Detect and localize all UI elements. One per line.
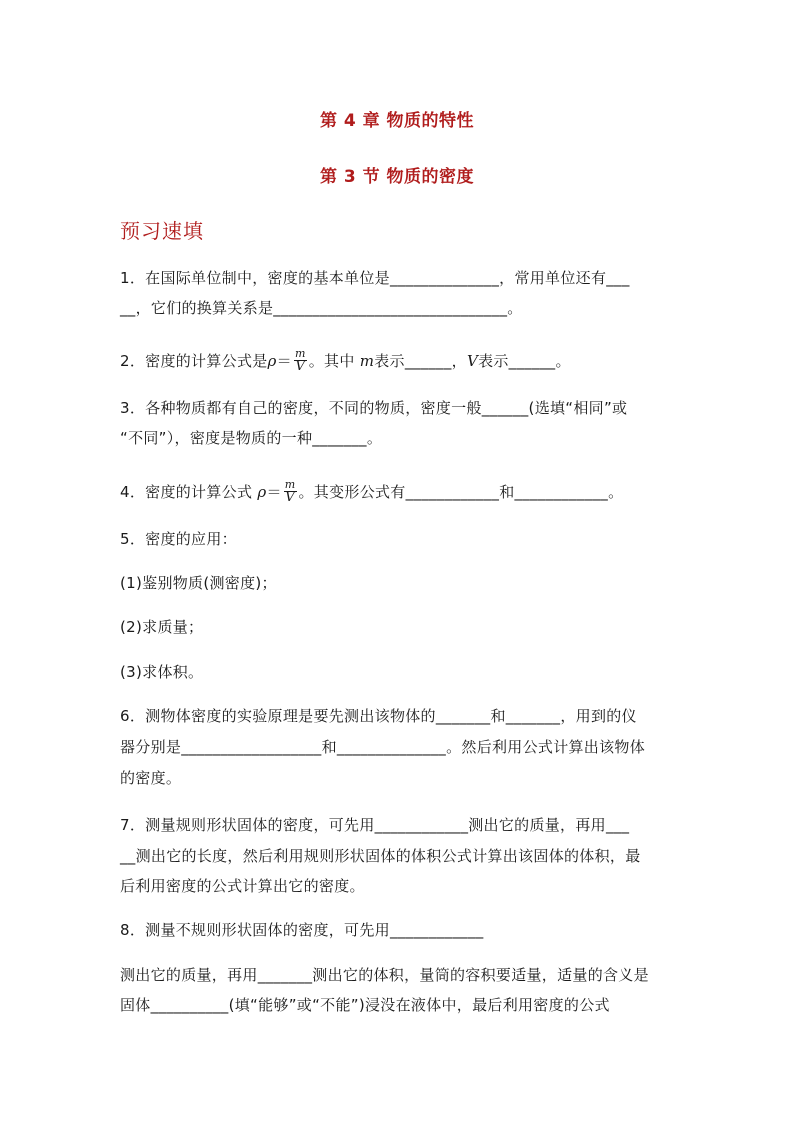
question-4-line	[120, 480, 680, 505]
section-heading: 预习速填	[120, 219, 204, 243]
q4-denominator: V	[285, 490, 295, 505]
q4-prefix: 4．密度的计算公式	[120, 483, 253, 501]
question-6-line-1: 6．测物体密度的实验原理是要先测出该物体的_______和_______，用到的仪	[120, 707, 637, 725]
q2-v-text: 表示______。	[478, 352, 571, 370]
q4-numerator: m	[284, 478, 296, 491]
question-5-line: 5．密度的应用：	[120, 530, 237, 548]
question-3-line-1: 3．各种物质都有自己的密度，不同的物质，密度一般______(选填“相同”或	[120, 399, 628, 417]
q2-rho: ρ	[267, 352, 277, 370]
q2-prefix: 2．密度的计算公式是	[120, 352, 268, 370]
question-3-line-2: “不同”），密度是物质的一种_______。	[120, 429, 383, 447]
question-8-line-1: 8．测量不规则形状固体的密度，可先用____________	[120, 921, 484, 939]
question-6-line-3: 的密度。	[120, 769, 182, 787]
q2-v-var: V	[466, 352, 479, 370]
q4-density-fraction	[284, 479, 297, 504]
question-8-line-3: 固体__________(填“能够”或“不能”)浸没在液体中，最后利用密度的公式	[120, 996, 610, 1014]
application-item-3: (3)求体积。	[120, 663, 204, 681]
q2-density-fraction	[294, 348, 307, 373]
q2-equals: ＝	[276, 352, 292, 370]
question-7-line-3: 后利用密度的公式计算出它的密度。	[120, 877, 365, 895]
q2-denominator: V	[295, 359, 306, 374]
q2-m-text: 表示______，	[374, 352, 467, 370]
question-7-line-2: __测出它的长度，然后利用规则形状固体的体积公式计算出该固体的体积，最	[120, 847, 641, 865]
application-item-2: (2)求质量；	[120, 618, 204, 636]
q4-rho: ρ	[257, 483, 267, 501]
q4-equals: ＝	[266, 483, 282, 501]
q2-m-var: m	[359, 352, 375, 370]
question-6-line-2: 器分别是__________________和______________。然后利用公式计算出该物体	[120, 738, 646, 756]
section-title: 第 3 节 物质的密度	[319, 167, 475, 187]
question-2-line	[120, 349, 680, 374]
question-8-line-2: 测出它的质量，再用_______测出它的体积，量筒的容积要适量，适量的含义是	[120, 966, 649, 984]
q2-numerator: m	[294, 347, 306, 360]
question-1-line-2: __，它们的换算关系是______________________________。	[120, 299, 523, 317]
chapter-title: 第 4 章 物质的特性	[319, 111, 475, 131]
question-7-line-1: 7．测量规则形状固体的密度，可先用____________测出它的质量，再用___	[120, 816, 630, 834]
application-item-1: (1)鉴别物质(测密度)；	[120, 574, 277, 592]
q2-middle: 。其中	[308, 352, 355, 370]
q4-suffix: 。其变形公式有____________和____________。	[298, 483, 624, 501]
question-1-line-1: 1．在国际单位制中，密度的基本单位是______________，常用单位还有___	[120, 269, 630, 287]
